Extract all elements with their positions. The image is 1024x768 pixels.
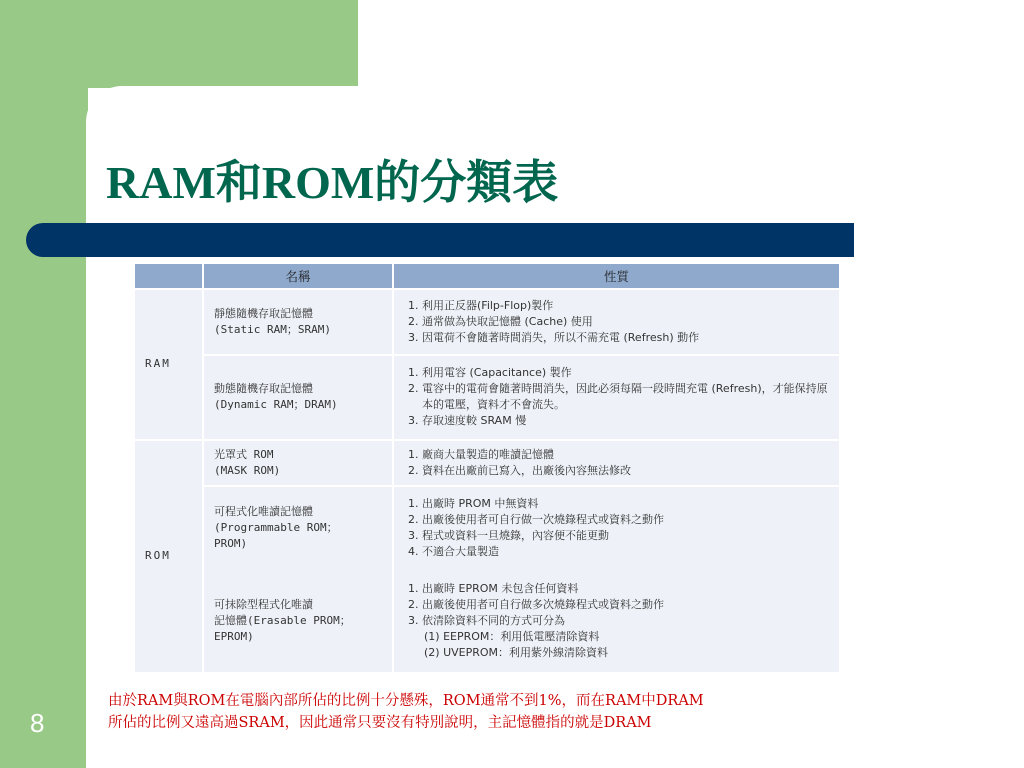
- list-item: 2. 出廠後使用者可自行做多次燒錄程式或資料之動作: [422, 597, 833, 613]
- name-line: PROM): [214, 537, 248, 551]
- list-item: 4. 不適合大量製造: [422, 544, 833, 560]
- header-property: 性質: [393, 264, 840, 289]
- classification-table-image: [135, 264, 841, 674]
- property-eprom: [393, 570, 840, 673]
- list-item: 1. 利用正反器(Filp-Flop)製作: [422, 298, 833, 314]
- left-green-band: [0, 0, 88, 768]
- table-row-eprom: [135, 570, 840, 673]
- name-line: (MASK ROM): [214, 463, 281, 477]
- name-line: (Programmable ROM；: [214, 521, 338, 535]
- title-underline-bar: [26, 223, 854, 257]
- name-line: 可抹除型程式化唯讀: [214, 597, 313, 611]
- header-name: 名稱: [203, 264, 393, 289]
- name-line: EPROM): [214, 629, 254, 643]
- table-header-row: [135, 264, 840, 289]
- table-row-mask-rom: [135, 440, 840, 486]
- name-line: (Static RAM；SRAM): [214, 322, 331, 336]
- footnote: [108, 690, 1008, 734]
- table-row-prom: [135, 486, 840, 570]
- property-mask-rom: [393, 440, 840, 486]
- name-line: 動態隨機存取記憶體: [214, 382, 313, 396]
- list-item: [422, 613, 833, 661]
- table-row-dram: [135, 355, 840, 440]
- name-eprom: [203, 570, 393, 673]
- name-prom: [203, 486, 393, 570]
- property-prom: [393, 486, 840, 570]
- list-item: 1. 出廠時 PROM 中無資料: [422, 496, 833, 512]
- property-sram: [393, 289, 840, 355]
- list-item: 1. 廠商大量製造的唯讀記憶體: [422, 447, 833, 463]
- list-item: 3. 程式或資料一旦燒錄，內容便不能更動: [422, 528, 833, 544]
- name-line: 光罩式 ROM: [214, 447, 274, 461]
- list-item: 2. 通常做為快取記憶體 (Cache) 使用: [422, 314, 833, 330]
- name-line: 靜態隨機存取記憶體: [214, 306, 313, 320]
- sub-item: (1) EEPROM：利用低電壓清除資料: [424, 629, 600, 643]
- name-line: (Dynamic RAM；DRAM): [214, 398, 338, 412]
- footnote-line-2: 所佔的比例又遠高過SRAM，因此通常只要沒有特別說明，主記憶體指的就是DRAM: [108, 715, 652, 731]
- slide-title: RAM和ROM的分類表: [106, 157, 559, 208]
- category-ram: RAM: [135, 289, 203, 440]
- list-item: 1. 利用電容 (Capacitance) 製作: [422, 365, 833, 381]
- property-dram: [393, 355, 840, 440]
- list-item: 2. 電容中的電荷會隨著時間消失，因此必須每隔一段時間充電 (Refresh)，才能保持原本的電壓，資料才不會流失。: [422, 381, 833, 413]
- name-sram: [203, 289, 393, 355]
- list-item: 3. 存取速度較 SRAM 慢: [422, 413, 833, 429]
- list-item: 1. 出廠時 EPROM 未包含任何資料: [422, 581, 833, 597]
- name-dram: [203, 355, 393, 440]
- ram-rom-table: [135, 264, 841, 674]
- slide-number: 8: [30, 708, 45, 738]
- list-item-text: 3. 依清除資料不同的方式可分為: [422, 613, 565, 627]
- list-item: 2. 資料在出廠前已寫入，出廠後內容無法修改: [422, 463, 833, 479]
- name-line: 可程式化唯讀記憶體: [214, 505, 313, 519]
- footnote-line-1: 由於RAM與ROM在電腦內部所佔的比例十分懸殊，ROM通常不到1%，而在RAM中DRAM: [108, 693, 704, 709]
- name-line: 記憶體(Erasable PROM；: [214, 613, 351, 627]
- list-item: 3. 因電荷不會隨著時間消失，所以不需充電 (Refresh) 動作: [422, 330, 833, 346]
- category-rom: ROM: [135, 440, 203, 673]
- list-item: 2. 出廠後使用者可自行做一次燒錄程式或資料之動作: [422, 512, 833, 528]
- table-row-sram: [135, 289, 840, 355]
- top-green-band: [0, 0, 358, 88]
- name-mask-rom: [203, 440, 393, 486]
- sub-item: (2) UVEPROM：利用紫外線清除資料: [424, 645, 609, 659]
- header-blank: [135, 264, 203, 289]
